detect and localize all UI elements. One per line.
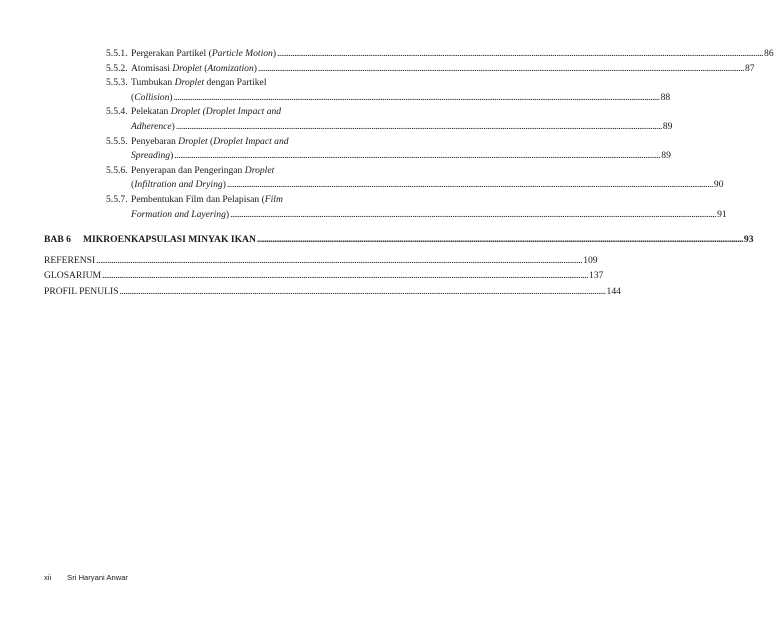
toc-entry-5-5-6[interactable] — [106, 164, 724, 193]
dot-leader — [230, 208, 716, 223]
toc-entry-title-continued: (Collision) — [131, 91, 173, 103]
toc-entry-referensi[interactable] — [44, 253, 598, 268]
toc-entry-glosarium[interactable] — [44, 268, 604, 283]
toc-entry-title: Pelekatan Droplet (Droplet Impact and — [131, 106, 282, 118]
toc-entry-number: 5.5.1. — [106, 48, 128, 59]
toc-entry-number: 5.5.5. — [106, 135, 128, 147]
toc-entry-title: Penyerapan dan Pengeringan Droplet — [131, 164, 275, 176]
table-of-contents — [44, 47, 774, 299]
toc-entry-title: GLOSARIUM — [44, 270, 102, 282]
toc-entry-5-5-2[interactable] — [106, 62, 755, 77]
toc-entry-title: Pergerakan Partikel (Particle Motion) — [131, 48, 277, 59]
dot-leader — [227, 178, 713, 193]
toc-entry-title-continued: Formation and Layering) — [131, 208, 230, 220]
dot-leader — [257, 233, 743, 248]
toc-entry-5-5-7[interactable] — [106, 193, 727, 222]
footer-author: Sri Haryani Anwar — [67, 573, 128, 582]
dot-leader — [176, 120, 662, 135]
dot-leader — [120, 284, 606, 299]
toc-entry-number: 5.5.6. — [106, 164, 128, 176]
toc-entry-title-continued: Adherence) — [131, 120, 175, 132]
toc-page-number: 89 — [662, 120, 673, 132]
dot-leader — [102, 268, 588, 283]
toc-page-number: 90 — [713, 179, 724, 191]
toc-page-number: 86 — [764, 48, 774, 59]
toc-entry-5-5-4[interactable] — [106, 105, 673, 134]
toc-entry-number: 5.5.3. — [106, 77, 128, 89]
toc-entry-title: PROFIL PENULIS — [44, 285, 119, 297]
toc-chapter-6[interactable] — [44, 233, 754, 248]
toc-page-number: 89 — [661, 150, 671, 162]
toc-entry-5-5-3[interactable] — [106, 76, 671, 105]
chapter-number: BAB 6 — [44, 234, 71, 246]
dot-leader — [174, 91, 660, 106]
footer-page-number: xii — [44, 573, 52, 582]
toc-entry-title-continued: Spreading) — [131, 150, 174, 162]
toc-page-number: 87 — [744, 62, 755, 74]
toc-entry-number: 5.5.2. — [106, 62, 128, 74]
dot-leader — [277, 47, 763, 62]
chapter-title: MIKROENKAPSULASI MINYAK IKAN — [83, 234, 256, 246]
toc-page-number: 109 — [583, 254, 598, 266]
toc-entry-title-continued: (Infiltration and Drying) — [131, 179, 226, 191]
dot-leader — [258, 62, 744, 77]
toc-page-number: 91 — [717, 208, 727, 220]
toc-entry-title: Atomisasi Droplet (Atomization) — [131, 62, 257, 74]
dot-leader — [174, 149, 660, 164]
toc-entry-number: 5.5.7. — [106, 193, 128, 205]
toc-entry-title: REFERENSI — [44, 254, 96, 266]
toc-entry-title: Tumbukan Droplet dengan Partikel — [131, 77, 267, 89]
toc-entry-5-5-5[interactable] — [106, 135, 671, 164]
page-footer — [44, 573, 128, 582]
toc-entry-profil-penulis[interactable] — [44, 284, 621, 299]
toc-entry-title: Pembentukan Film dan Pelapisan (Film — [131, 193, 283, 205]
toc-page-number: 88 — [660, 91, 671, 103]
toc-page-number: 144 — [606, 285, 621, 297]
toc-entry-title: Penyebaran Droplet (Droplet Impact and — [131, 135, 289, 147]
toc-back-matter — [44, 253, 621, 299]
toc-entry-number: 5.5.4. — [106, 106, 128, 118]
toc-page-number: 137 — [589, 270, 604, 282]
toc-page-number: 93 — [743, 234, 754, 246]
dot-leader — [96, 253, 582, 268]
toc-entry-5-5-1[interactable] — [106, 47, 774, 62]
